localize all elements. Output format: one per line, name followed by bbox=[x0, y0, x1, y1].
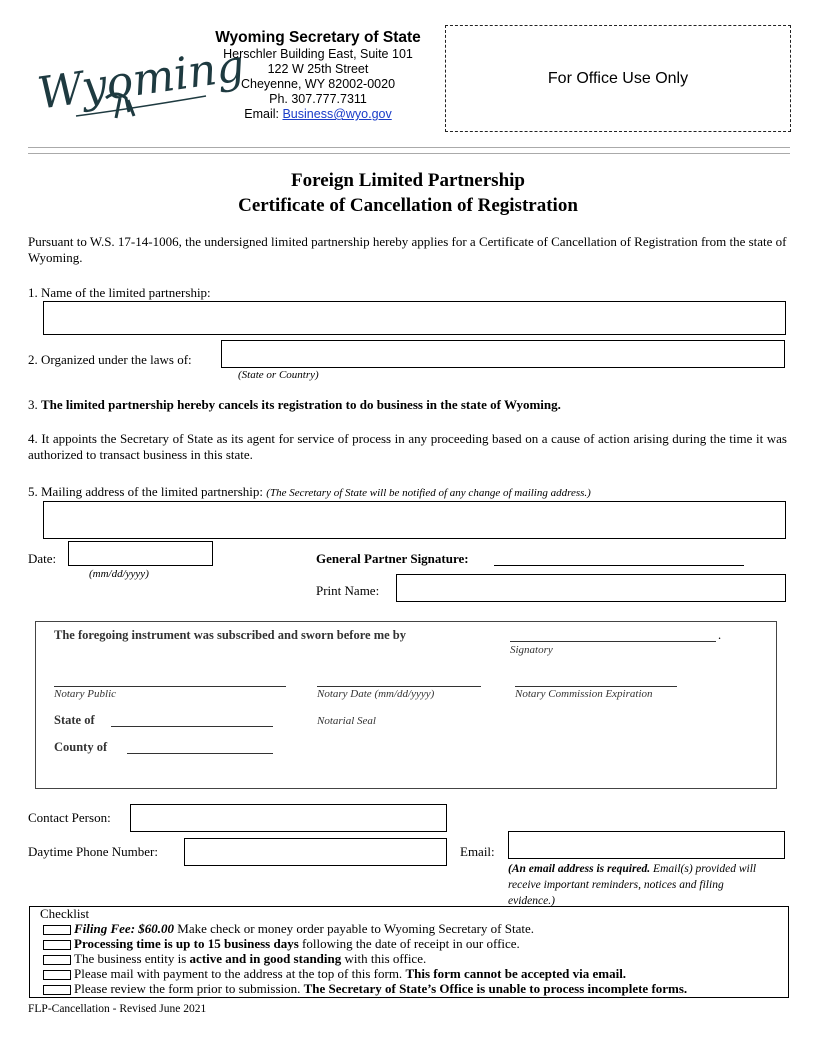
phone-label: Daytime Phone Number: bbox=[28, 844, 158, 859]
fee-detail: Make check or money order payable to Wyoming Secretary of State. bbox=[174, 921, 534, 936]
header-divider-bottom bbox=[28, 153, 790, 154]
review-warning: The Secretary of State’s Office is unable to process incomplete forms. bbox=[303, 981, 688, 996]
print-name-field[interactable] bbox=[396, 574, 786, 602]
email-field[interactable] bbox=[508, 831, 785, 859]
wyoming-logo bbox=[34, 38, 248, 128]
q2-hint: (State or Country) bbox=[238, 369, 319, 381]
jurisdiction-field[interactable] bbox=[221, 340, 785, 368]
notary-sworn-text: The foregoing instrument was subscribed and sworn before me by bbox=[54, 628, 406, 642]
q3-statement: The limited partnership hereby cancels its registration to do business in the state of Wyoming. bbox=[41, 397, 561, 412]
checklist-item-fee bbox=[74, 921, 534, 936]
address-line-1: Herschler Building East, Suite 101 bbox=[223, 47, 413, 61]
notary-expiration-line[interactable] bbox=[515, 686, 677, 687]
address-line-2: 122 W 25th Street bbox=[267, 62, 369, 76]
notary-public-line[interactable] bbox=[54, 686, 286, 687]
q2-label: 2. Organized under the laws of: bbox=[28, 352, 192, 367]
checklist-title: Checklist bbox=[40, 906, 90, 921]
office-use-label: For Office Use Only bbox=[547, 69, 689, 87]
footer-revision: FLP-Cancellation - Revised June 2021 bbox=[28, 1003, 207, 1015]
title-line-1: Foreign Limited Partnership bbox=[291, 170, 525, 191]
notarial-seal-label: Notarial Seal bbox=[317, 715, 376, 727]
checklist-item-processing bbox=[74, 936, 520, 951]
state-of-line[interactable] bbox=[111, 726, 273, 727]
contact-person-field[interactable] bbox=[130, 804, 447, 832]
date-hint: (mm/dd/yyyy) bbox=[89, 568, 149, 580]
phone: Ph. 307.777.7311 bbox=[269, 92, 367, 106]
contact-email-label: Email: bbox=[460, 844, 495, 859]
mail-warning: This form cannot be accepted via email. bbox=[405, 966, 627, 981]
standing-prefix: The business entity is bbox=[74, 951, 190, 966]
q4-text: 4. It appoints the Secretary of State as its agent for service of process in any proceeding based on a cause of action arising during the time it was authorized to transact business in this state. bbox=[28, 431, 787, 462]
email-note bbox=[508, 861, 770, 909]
checklist-checkbox-standing[interactable] bbox=[43, 955, 71, 965]
checklist-checkbox-fee[interactable] bbox=[43, 925, 71, 935]
processing-time: Processing time is up to 15 business days bbox=[74, 936, 299, 951]
checklist-item-mail bbox=[74, 966, 626, 981]
q5-label: 5. Mailing address of the limited partnership: bbox=[28, 484, 264, 499]
mailing-address-field[interactable] bbox=[43, 501, 786, 539]
q5-text bbox=[28, 484, 790, 501]
checklist-checkbox-mail[interactable] bbox=[43, 970, 71, 980]
intro-text: Pursuant to W.S. 17-14-1006, the undersigned limited partnership hereby applies for a Certificate of Cancellation of Registration from the state of Wyoming. bbox=[28, 234, 787, 265]
notary-expiration-label: Notary Commission Expiration bbox=[515, 688, 653, 700]
gp-signature-label: General Partner Signature: bbox=[316, 551, 469, 566]
address-line-3: Cheyenne, WY 82002-0020 bbox=[240, 77, 396, 91]
q5-hint: (The Secretary of State will be notified of any change of mailing address.) bbox=[266, 487, 591, 499]
county-of-label: County of bbox=[54, 740, 108, 754]
notary-public-label: Notary Public bbox=[54, 688, 117, 700]
checklist-checkbox-review[interactable] bbox=[43, 985, 71, 995]
phone-field[interactable] bbox=[184, 838, 447, 866]
county-of-line[interactable] bbox=[127, 753, 273, 754]
checklist-item-standing bbox=[74, 951, 426, 966]
gp-signature-line[interactable] bbox=[494, 565, 744, 566]
standing-suffix: with this office. bbox=[341, 951, 427, 966]
standing-bold: active and in good standing bbox=[189, 951, 342, 966]
checklist-checkbox-processing[interactable] bbox=[43, 940, 71, 950]
office-use-box bbox=[445, 25, 791, 132]
header-address bbox=[200, 28, 436, 122]
signatory-label: Signatory bbox=[510, 644, 553, 656]
date-label: Date: bbox=[28, 551, 57, 566]
q1-label: 1. Name of the limited partnership: bbox=[28, 285, 211, 300]
header-divider-top bbox=[28, 147, 790, 148]
q3-text bbox=[28, 397, 790, 413]
notary-date-line[interactable] bbox=[317, 686, 481, 687]
processing-detail: following the date of receipt in our office. bbox=[298, 936, 520, 951]
email-note-detail: Email(s) provided will receive important reminders, notices and filing evidence.) bbox=[508, 863, 757, 907]
checklist-box bbox=[29, 906, 789, 998]
notary-section bbox=[35, 621, 777, 789]
email-link[interactable]: Business@wyo.gov bbox=[282, 107, 392, 121]
email-note-required: (An email address is required. bbox=[508, 863, 651, 875]
mail-detail: Please mail with payment to the address at the top of this form. bbox=[74, 966, 406, 981]
q3-number: 3. bbox=[28, 397, 38, 412]
review-detail: Please review the form prior to submission. bbox=[74, 981, 304, 996]
state-of-label: State of bbox=[54, 713, 95, 727]
checklist-item-review bbox=[74, 981, 687, 996]
fee-amount: Filing Fee: $60.00 bbox=[74, 921, 175, 936]
email-label: Email: bbox=[244, 107, 279, 121]
notary-date-label: Notary Date (mm/dd/yyyy) bbox=[317, 688, 435, 700]
partnership-name-field[interactable] bbox=[43, 301, 786, 335]
period: . bbox=[718, 628, 722, 642]
print-name-label: Print Name: bbox=[316, 583, 380, 598]
title-line-2: Certificate of Cancellation of Registration bbox=[238, 195, 578, 216]
contact-person-label: Contact Person: bbox=[28, 810, 111, 825]
logo-text: Wyoming bbox=[34, 40, 248, 120]
date-field[interactable] bbox=[68, 541, 213, 566]
org-name: Wyoming Secretary of State bbox=[215, 29, 421, 46]
signatory-line[interactable] bbox=[510, 641, 716, 642]
